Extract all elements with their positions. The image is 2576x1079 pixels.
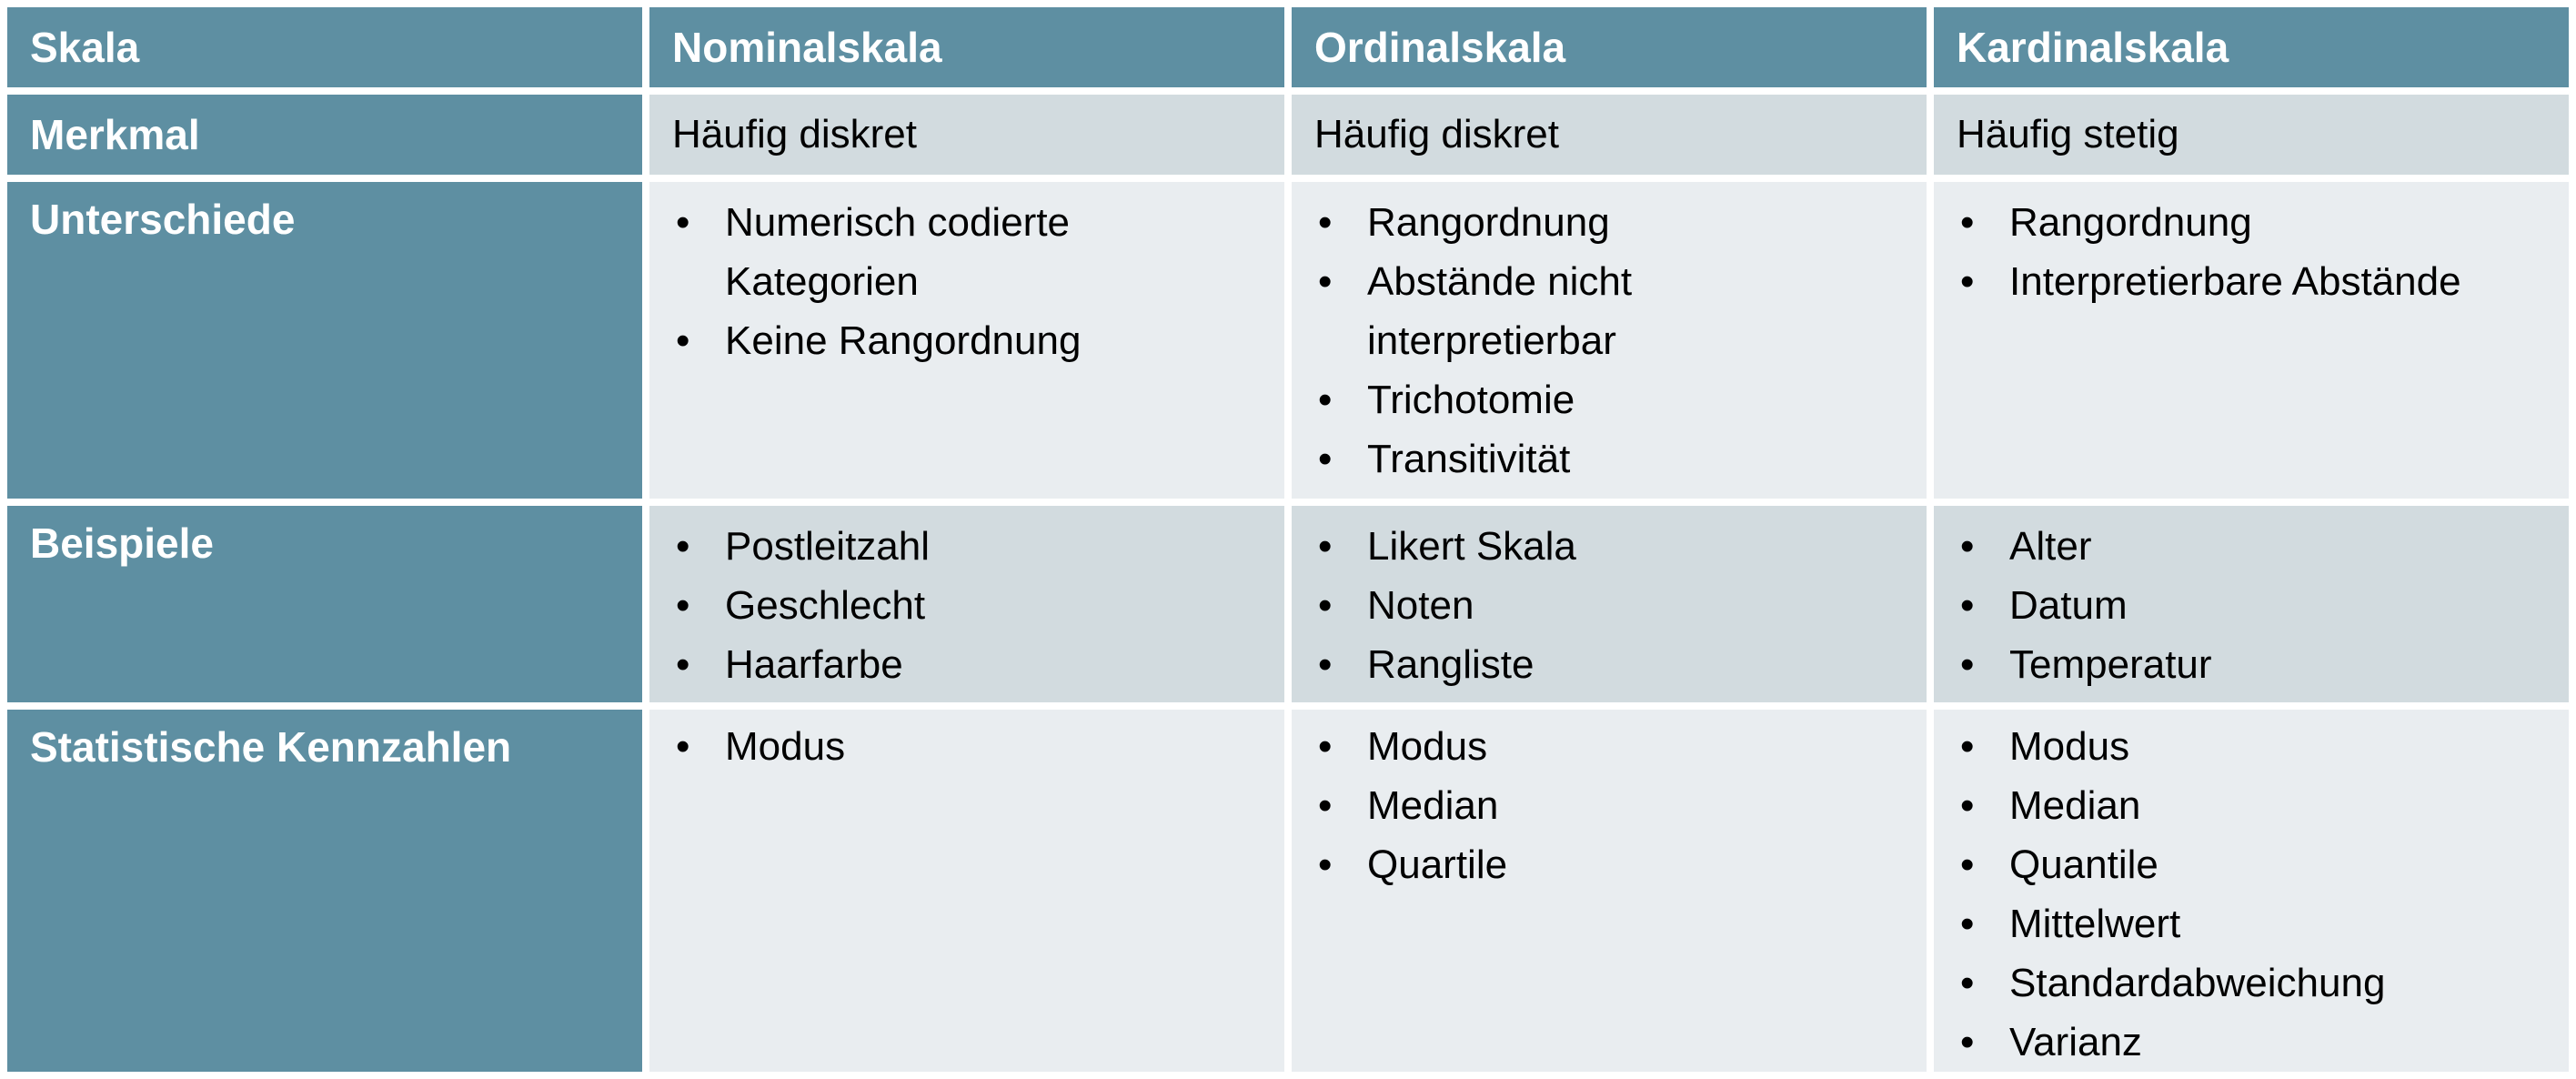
header-label: Ordinalskala: [1314, 24, 1566, 71]
bullet-item: [1957, 193, 2478, 252]
bullet-text: • Temperatur: [2009, 642, 2212, 687]
header-label: Nominalskala: [672, 24, 942, 71]
bullet-list: [1292, 182, 1927, 489]
bullet-text: • Trichotomie: [1367, 378, 1575, 422]
bullet-item: [1314, 370, 1836, 429]
header-label: Skala: [30, 24, 140, 71]
cell-unterschiede-ordinal: [1292, 182, 1927, 499]
bullet-text: • Likert Skala: [1367, 524, 1576, 569]
bullet-text: • Postleitzahl: [725, 524, 931, 569]
bullet-item: [1314, 429, 1836, 489]
bullet-text: • Keine Rangordnung: [725, 318, 1082, 363]
header-label: Kardinalskala: [1957, 24, 2229, 71]
bullet-item: [1314, 517, 1836, 576]
bullet-item: [1314, 576, 1836, 635]
bullet-item: [672, 576, 1193, 635]
bullet-list: [1934, 182, 2569, 311]
cell-text: Häufig diskret: [672, 112, 918, 156]
bullet-text: • Modus: [725, 724, 846, 769]
bullet-item: [1957, 517, 2478, 576]
cell-kennzahlen-kardinal: [1934, 710, 2569, 1072]
bullet-item: [1314, 717, 1836, 776]
bullet-text: • Rangordnung: [2009, 200, 2252, 245]
bullet-item: [1314, 193, 1836, 252]
bullet-item: [1957, 894, 2478, 953]
header-cell-kardinalskala: [1934, 7, 2569, 87]
bullet-item: [1957, 252, 2478, 311]
bullet-text: • Abstände nicht interpretierbar: [1367, 259, 1633, 363]
bullet-text: • Geschlecht: [725, 583, 926, 628]
header-cell-ordinalskala: [1292, 7, 1927, 87]
bullet-item: [1957, 1013, 2478, 1072]
bullet-item: [1957, 576, 2478, 635]
bullet-item: [672, 311, 1193, 370]
cell-beispiele-kardinal: [1934, 506, 2569, 702]
cell-kennzahlen-ordinal: [1292, 710, 1927, 1072]
row-label-text: Statistische Kennzahlen: [30, 723, 512, 771]
bullet-item: [1957, 635, 2478, 694]
bullet-item: [1314, 635, 1836, 694]
bullet-text: • Interpretierbare Abstände: [2009, 259, 2461, 304]
bullet-list: [649, 710, 1284, 776]
bullet-item: [1957, 953, 2478, 1013]
bullet-list: [1292, 506, 1927, 694]
bullet-text: • Haarfarbe: [725, 642, 903, 687]
bullet-text: • Transitivität: [1367, 437, 1571, 481]
row-label-merkmal: [7, 95, 642, 175]
bullet-text: • Rangliste: [1367, 642, 1535, 687]
bullet-item: [1957, 717, 2478, 776]
bullet-list: [1934, 506, 2569, 694]
bullet-text: • Numerisch codierte Kategorien: [725, 200, 1071, 304]
header-cell-nominalskala: [649, 7, 1284, 87]
cell-text: Häufig stetig: [1957, 112, 2179, 156]
bullet-item: [672, 635, 1193, 694]
bullet-text: • Standardabweichung: [2009, 961, 2386, 1005]
bullet-text: • Mittelwert: [2009, 902, 2181, 946]
bullet-text: • Rangordnung: [1367, 200, 1610, 245]
header-cell-skala: [7, 7, 642, 87]
bullet-item: [1314, 776, 1836, 835]
cell-beispiele-nominal: [649, 506, 1284, 702]
bullet-text: • Quantile: [2009, 842, 2158, 887]
bullet-text: • Datum: [2009, 583, 2128, 628]
bullet-text: • Modus: [2009, 724, 2130, 769]
bullet-item: [1314, 835, 1836, 894]
bullet-item: [672, 717, 1193, 776]
bullet-item: [1957, 776, 2478, 835]
row-label-beispiele: [7, 506, 642, 702]
bullet-list: [649, 182, 1284, 370]
cell-merkmal-kardinal: [1934, 95, 2569, 175]
bullet-item: [1957, 835, 2478, 894]
bullet-item: [1314, 252, 1836, 370]
bullet-list: [1934, 710, 2569, 1072]
cell-unterschiede-kardinal: [1934, 182, 2569, 499]
bullet-text: • Median: [1367, 783, 1499, 828]
row-label-text: Merkmal: [30, 111, 200, 158]
bullet-text: • Alter: [2009, 524, 2092, 569]
cell-kennzahlen-nominal: [649, 710, 1284, 1072]
cell-text: Häufig diskret: [1314, 112, 1560, 156]
bullet-item: [672, 517, 1193, 576]
bullet-list: [649, 506, 1284, 694]
bullet-text: • Median: [2009, 783, 2141, 828]
bullet-text: • Varianz: [2009, 1020, 2142, 1064]
row-label-text: Unterschiede: [30, 196, 296, 243]
row-label-unterschiede: [7, 182, 642, 499]
bullet-text: • Quartile: [1367, 842, 1508, 887]
row-label-text: Beispiele: [30, 519, 214, 567]
cell-merkmal-ordinal: [1292, 95, 1927, 175]
bullet-list: [1292, 710, 1927, 894]
bullet-text: • Noten: [1367, 583, 1474, 628]
cell-unterschiede-nominal: [649, 182, 1284, 499]
cell-beispiele-ordinal: [1292, 506, 1927, 702]
bullet-text: • Modus: [1367, 724, 1488, 769]
bullet-item: [672, 193, 1193, 311]
row-label-statistische-kennzahlen: [7, 710, 642, 1072]
cell-merkmal-nominal: [649, 95, 1284, 175]
